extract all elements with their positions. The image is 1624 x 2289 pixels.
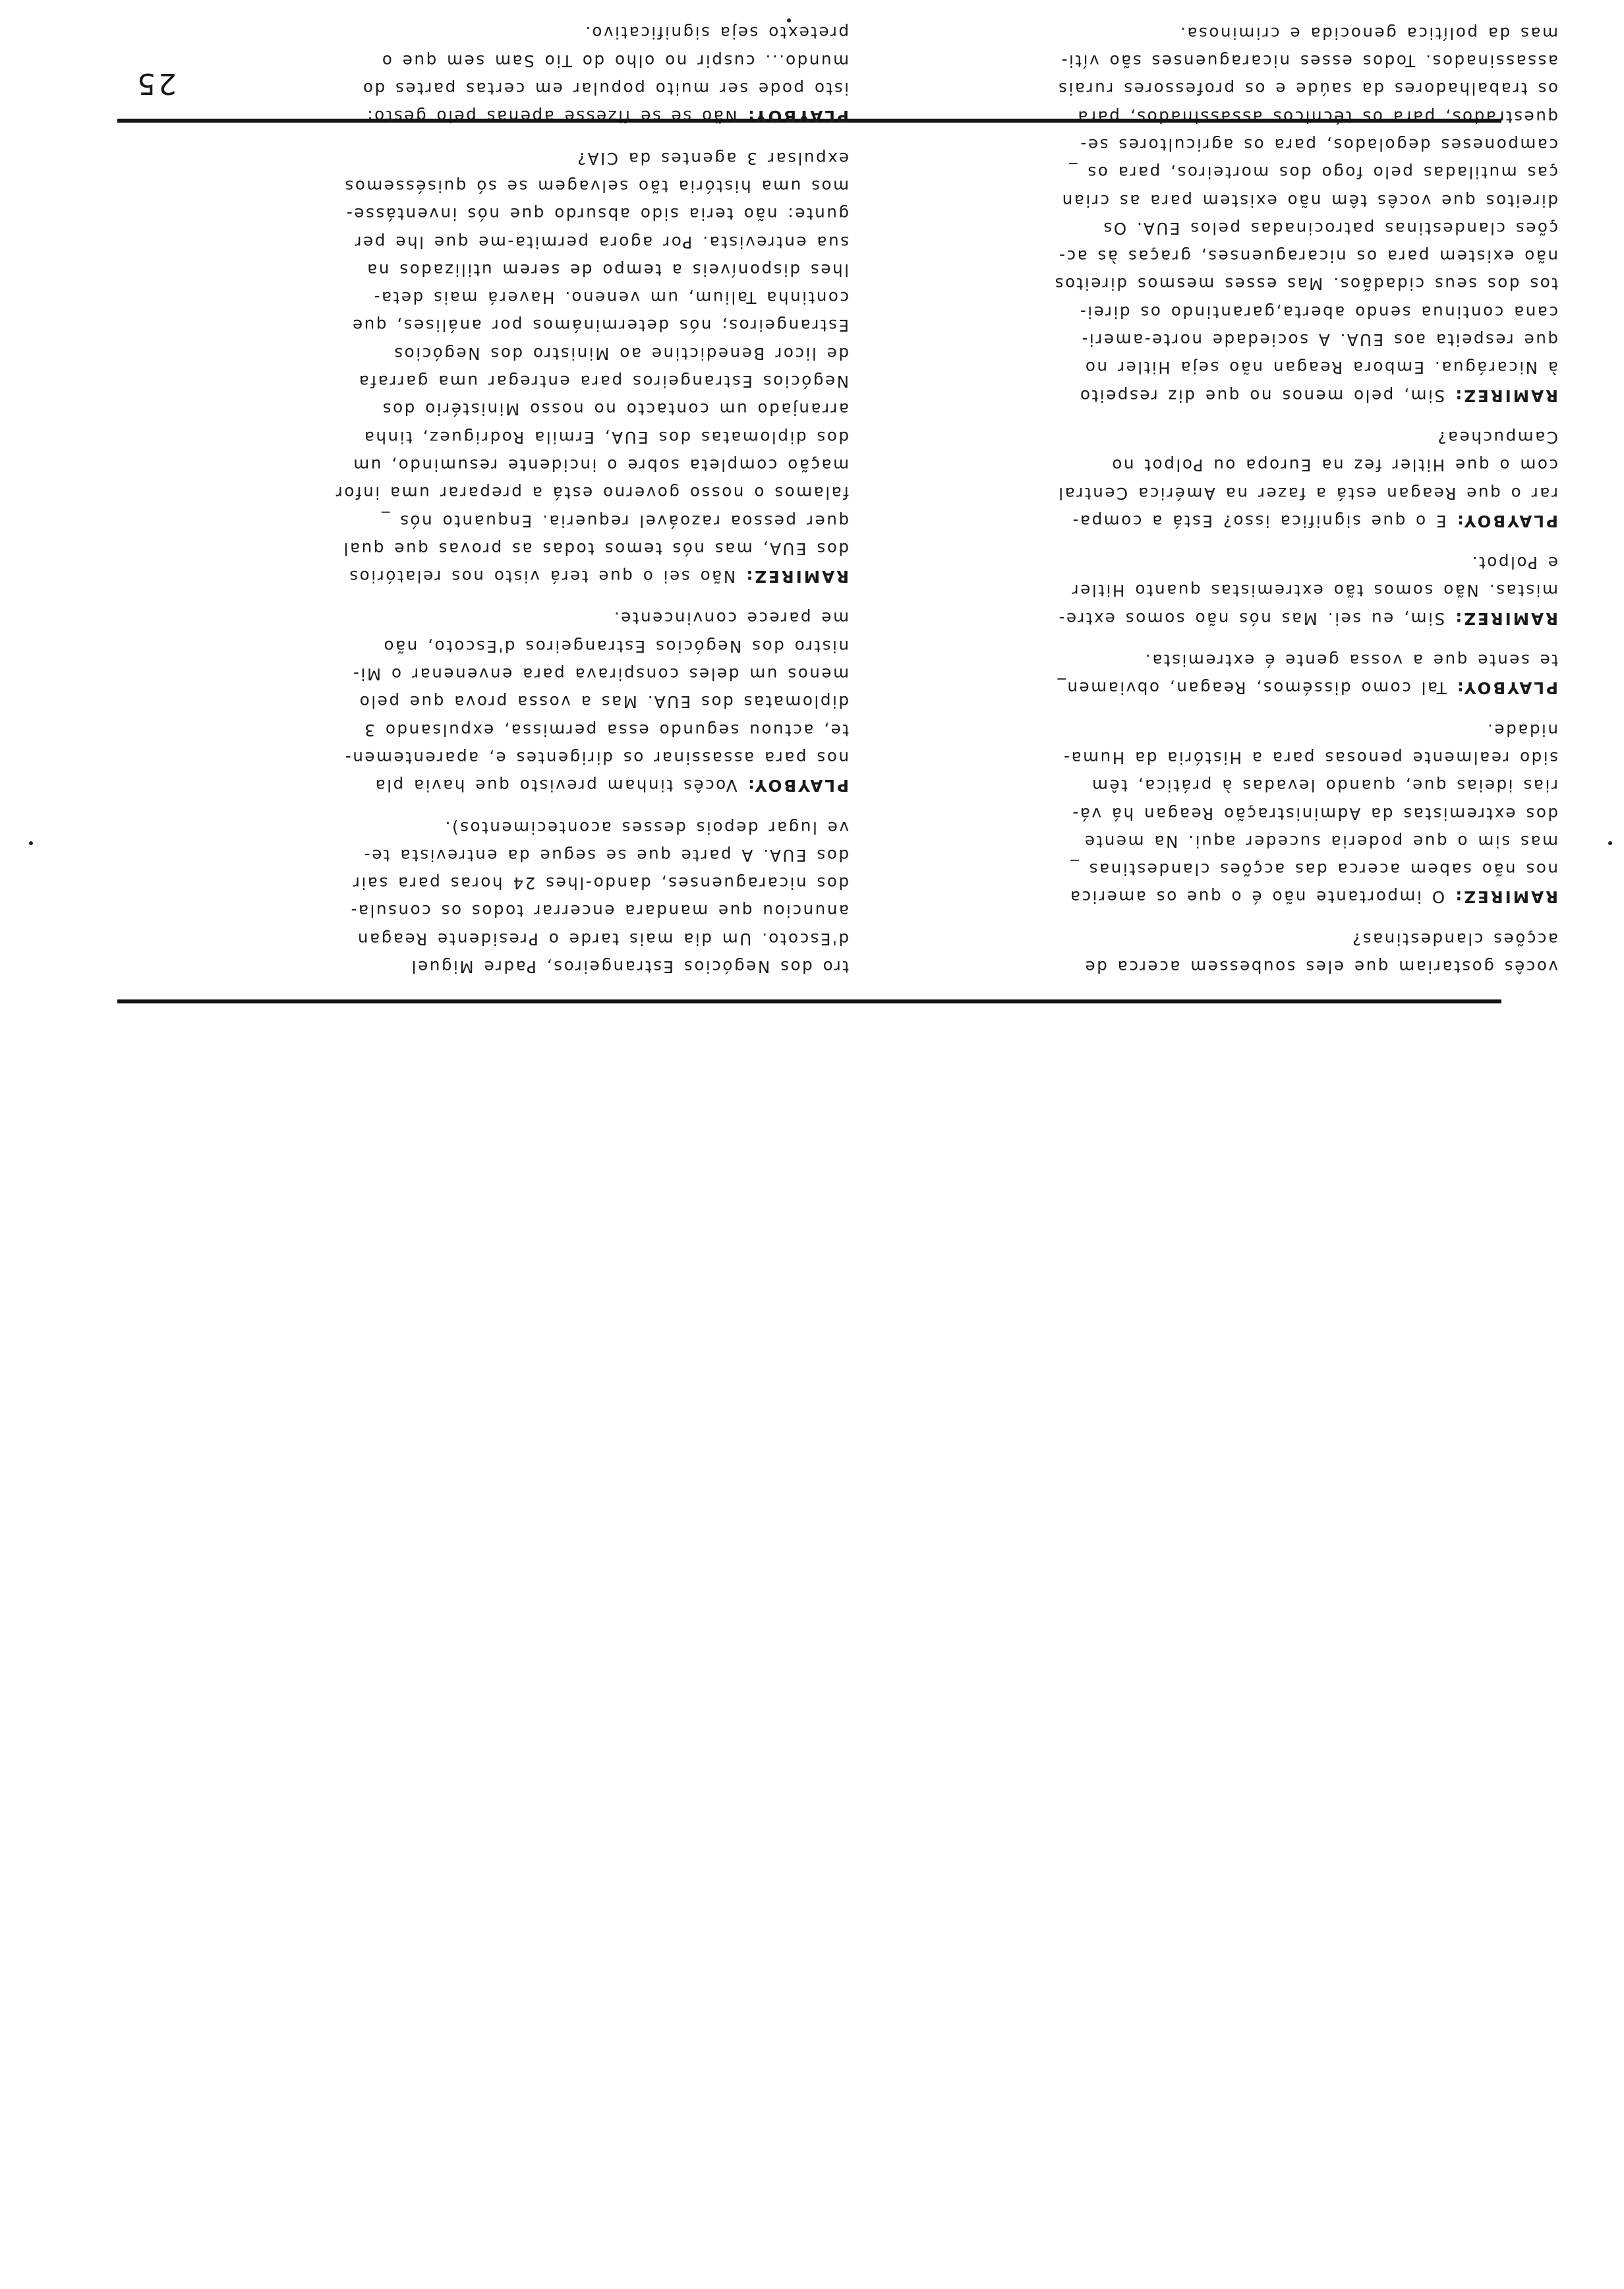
speaker-label: PLAYBOY: <box>746 107 849 127</box>
paragraph-text: Tal como dissémos, Reagan, obviamen_ te sente que a vossa gente é extremista. <box>1056 651 1558 698</box>
paragraph-text: Não sei o que terá visto nos relatórios dos EUA, mas nós temos todas as provas que qual quer pessoa razoável requeria. Enquanto nós _ falamos o nosso governo está a preparar uma infor mação completa sobre o incidente resumindo, um dos diplomatas dos EUA, Ermila Rodriguez, tinha arranjado um contacto no nosso Ministério dos Negócios Estrangeiros para entregar uma garrafa de licor Benedictine ao Ministro dos Negócios Estrangeiros; nós determinámos por análises, que continha Talium, um veneno. Haverá mais deta- lhes disponíveis a tempo de serem utilizados na sua entrevista. Por agora permita-me que lhe per gunte: não teria sido absurdo que nós inventásse- mos uma história tão selvagem se só quiséssemos expulsar 3 agentes da CIA? <box>334 148 849 587</box>
paragraph <box>216 0 849 5</box>
paragraph-text: Sim, eu sei. Mas nós não somos extre- mistas. Não somos tão extremistas quanto Hitler e Polpot. <box>1057 553 1558 628</box>
paragraph <box>925 0 1558 5</box>
paragraph <box>925 715 1558 910</box>
speaker-label <box>745 0 850 1</box>
paragraph <box>925 549 1558 632</box>
scan-speck <box>787 18 791 22</box>
paragraph-text: vocês gostariam que eles soubessem acerca de acções clandestinas? <box>1083 929 1558 976</box>
text-column-left <box>925 0 1558 980</box>
page-number: 25 <box>134 67 177 100</box>
paragraph-text: Sim, pelo menos no que diz respeito à Nicarágua. Embora Reagan não seja Hitler no que respeita aos EUA. A sociedade norte-ameri- cana continua sendo aberta,garantindo os direi- tos dos seus cidadãos. Mas esses mesmos direitos não existem para os nicaraguenses, graças às ac- ções clandestinas patrocinadas pelos EUA. Os direitos que vocês têm não existem para as crian ças mutiladas pelo fogo dos morteiros, para os _ camponeses degolados, para os agricultores se- questrados, para os técnicos assassinados, para os trabalhadores da saúde e os professores rurais assassinados. Todos esses nicaraguenses são víti- mas da política genocida e criminosa. <box>1053 23 1558 405</box>
speaker-label: PLAYBOY: <box>746 776 849 796</box>
paragraph <box>216 604 849 799</box>
speaker-label: PLAYBOY: <box>1455 511 1558 531</box>
paragraph <box>925 19 1558 409</box>
paragraph <box>216 18 849 130</box>
paragraph <box>216 144 849 590</box>
paragraph-text: Não se se fizesse apenas pelo gesto: isto pode ser muito popular em certas partes do mundo... cuspir no olho do Tio Sam sem que o pretexto seja significativo. <box>361 23 849 127</box>
scan-speck <box>1608 841 1612 845</box>
paragraph <box>925 924 1558 980</box>
paragraph <box>925 646 1558 702</box>
paragraph-text: E o que significa isso? Está a compa- rar o que Reagan está a fazer na América Central com o que Hitler fez na Europa ou Polpot no Campuchea? <box>1057 427 1558 531</box>
speaker-label: RAMIREZ: <box>744 567 849 587</box>
scan-speck <box>29 841 33 845</box>
speaker-label: RAMIREZ: <box>1453 386 1558 405</box>
paragraph <box>216 813 849 980</box>
speaker-label: RAMIREZ: <box>1453 887 1558 907</box>
paragraph <box>925 423 1558 535</box>
paragraph-text: O importante não é o que os america nos não sabem acerca das acções clandestinas _ mas sim o que poderia suceder aqui. Na mente dos extremistas da Administração Reagan há vá- rias ideias que, quando levadas à prática, têm sido realmente penosas para a História da Huma- nidade. <box>1062 720 1558 907</box>
paragraph-text <box>1060 0 1558 1</box>
paragraph-text: tro dos Negócios Estrangeiros, Padre Miguel d'Escoto. Um dia mais tarde o Presidente Reagan anunciou que mandara encerrar todos os consula- dos nicaraguenses, dando-lhes 24 horas para sair dos EUA. A parte que se segue da entrevista te- ve lugar depois desses acontecimentos). <box>349 818 849 976</box>
speaker-label: RAMIREZ: <box>1453 609 1558 628</box>
speaker-label: PLAYBOY: <box>1455 678 1558 698</box>
paragraph-text: Vocês tinham previsto que havia pla nos para assassinar os dirigentes e, aparentemen- te, actuou segundo essa permissa, expulsando 3 diplomatas dos EUA. Mas a vossa prova que pelo menos um deles conspirava para envenenar o Mi- nistro dos Negócios Estrangeiros d'Escoto, não me parece convincente. <box>343 609 849 796</box>
text-column-right <box>216 0 849 980</box>
bottom-rule <box>117 999 1501 1003</box>
